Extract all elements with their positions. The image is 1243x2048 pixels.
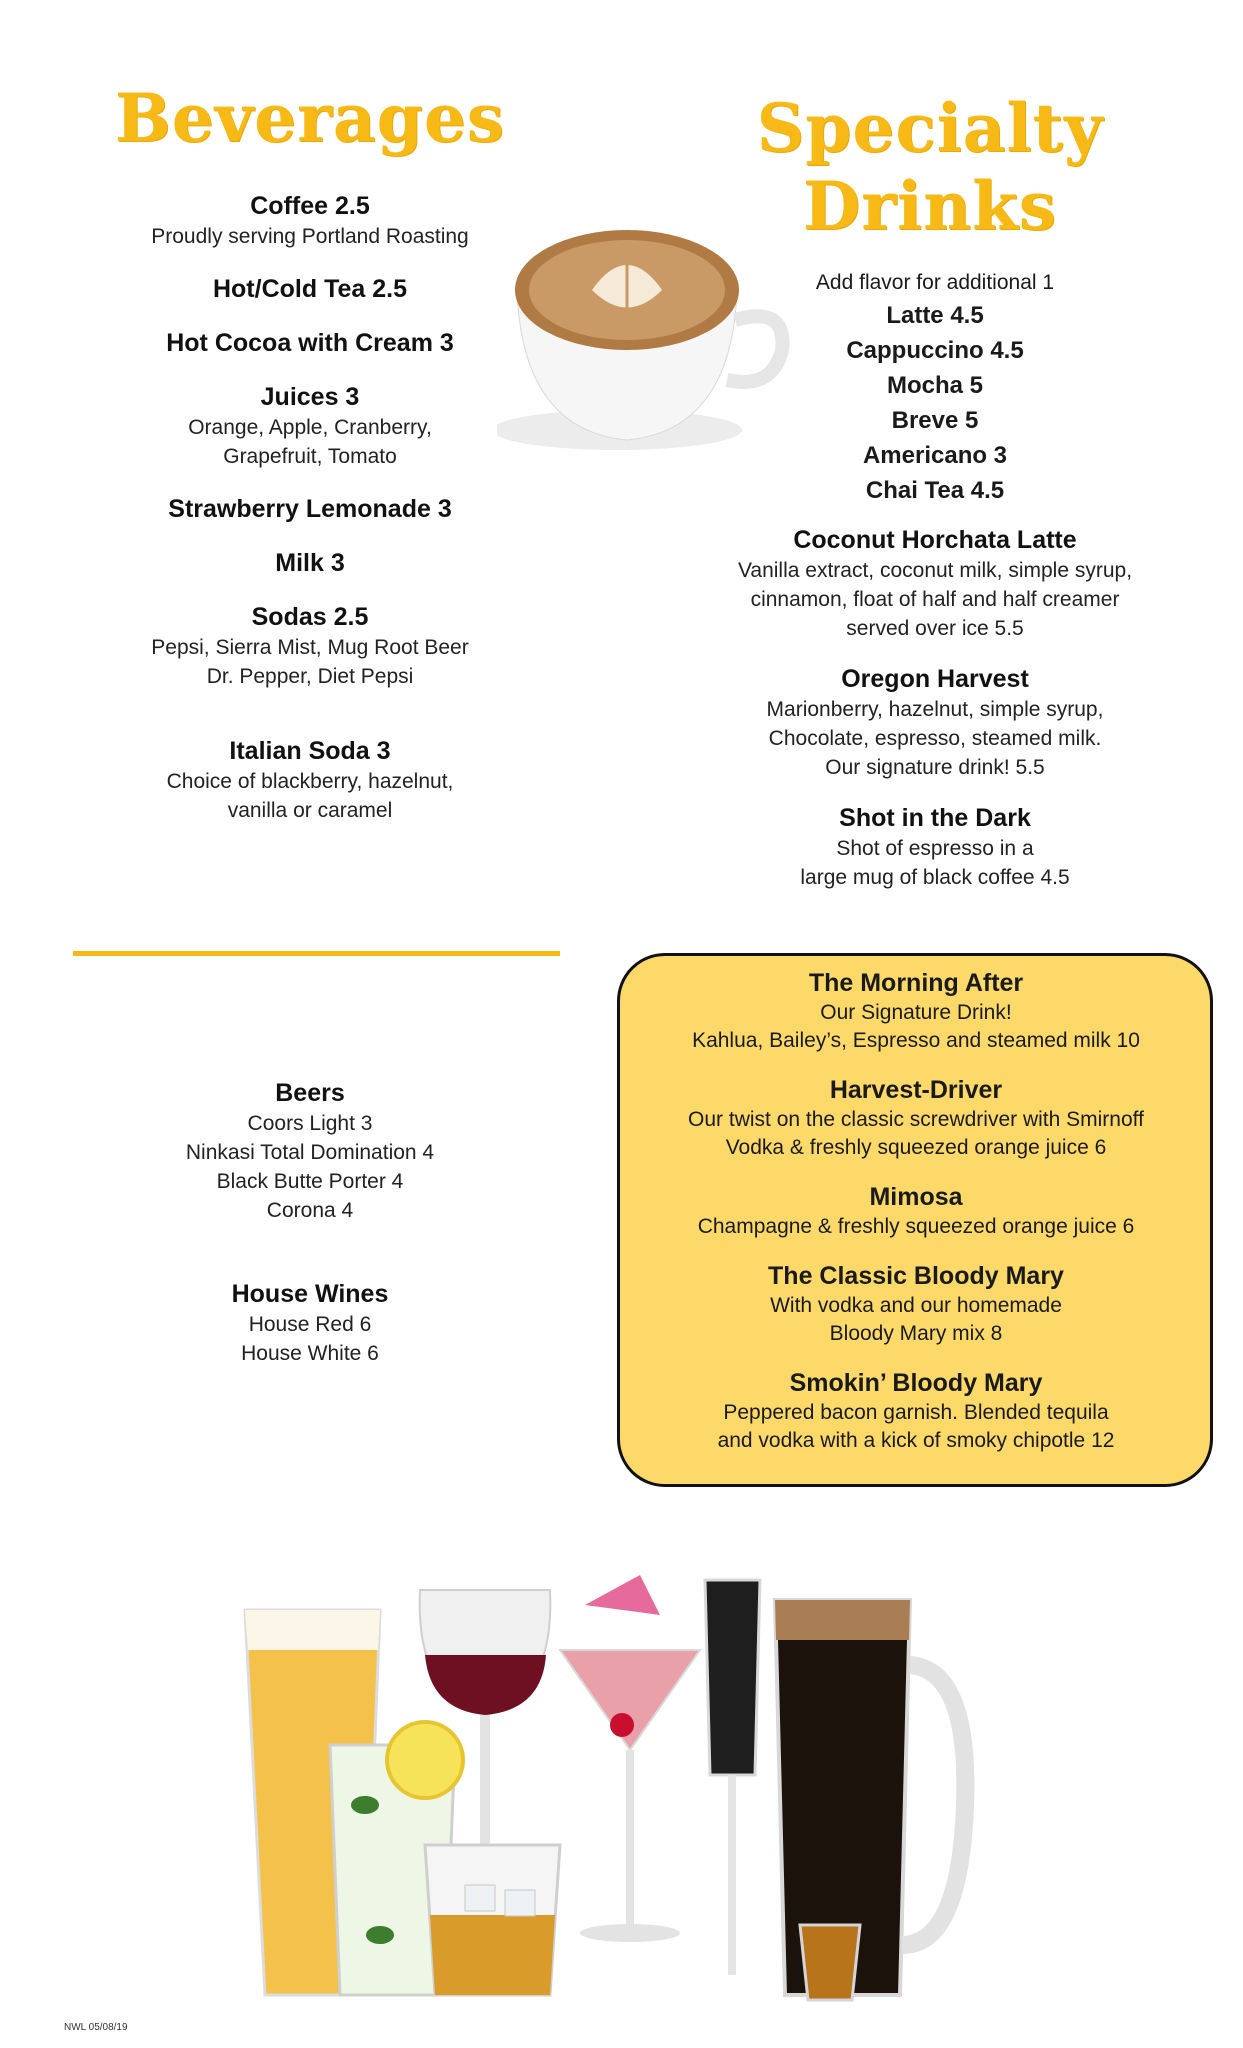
item-description: large mug of black coffee 4.5 bbox=[800, 866, 1070, 889]
list-item bbox=[85, 381, 535, 471]
item-name: Shot in the Dark bbox=[839, 804, 1031, 832]
assorted-drinks-image bbox=[230, 1555, 1030, 2015]
beers-heading: Beers bbox=[275, 1079, 345, 1107]
section-divider bbox=[73, 951, 560, 956]
item-name: The Morning After bbox=[808, 969, 1024, 997]
item-description: Bloody Mary mix 8 bbox=[829, 1322, 1003, 1345]
item-name: Hot Cocoa with Cream 3 bbox=[166, 329, 454, 357]
item-description: Vodka & freshly squeezed orange juice 6 bbox=[725, 1136, 1107, 1159]
list-item bbox=[655, 802, 1215, 892]
espresso-item: Americano 3 bbox=[862, 442, 1008, 469]
item-name: Harvest-Driver bbox=[829, 1076, 1003, 1104]
item-description: With vodka and our homemade bbox=[770, 1294, 1062, 1317]
item-description: and vodka with a kick of smoky chipotle 12 bbox=[717, 1429, 1115, 1452]
cocktail-list bbox=[640, 968, 1192, 1455]
item-description: Choice of blackberry, hazelnut, bbox=[166, 770, 454, 793]
espresso-item: Cappuccino 4.5 bbox=[846, 337, 1024, 364]
list-item bbox=[85, 190, 535, 251]
item-description: Our Signature Drink! bbox=[820, 1001, 1012, 1024]
espresso-item: Latte 4.5 bbox=[886, 302, 984, 329]
item-description: Vanilla extract, coconut milk, simple syrup, bbox=[737, 559, 1133, 582]
item-name: Coconut Horchata Latte bbox=[793, 526, 1077, 554]
item-name: Coffee 2.5 bbox=[250, 192, 370, 220]
item-name: Hot/Cold Tea 2.5 bbox=[212, 275, 407, 303]
list-item bbox=[655, 524, 1215, 643]
item-description: Pepsi, Sierra Mist, Mug Root Beer bbox=[151, 636, 469, 659]
list-item bbox=[85, 547, 535, 579]
item-name: Sodas 2.5 bbox=[251, 603, 369, 631]
item-description: Kahlua, Bailey’s, Espresso and steamed milk 10 bbox=[692, 1029, 1140, 1052]
footer-code: NWL 05/08/19 bbox=[64, 2022, 128, 2033]
item-name: Strawberry Lemonade 3 bbox=[168, 495, 452, 523]
item-description: Our signature drink! 5.5 bbox=[825, 756, 1045, 779]
item-description: Chocolate, espresso, steamed milk. bbox=[768, 727, 1102, 750]
list-item bbox=[655, 663, 1215, 782]
beverages-list bbox=[85, 190, 535, 825]
beer-item: Coors Light 3 bbox=[247, 1112, 373, 1135]
espresso-item: Breve 5 bbox=[891, 407, 979, 434]
item-description: vanilla or caramel bbox=[227, 799, 393, 822]
specialty-list bbox=[655, 268, 1215, 892]
item-description: Proudly serving Portland Roasting bbox=[151, 225, 469, 248]
item-description: cinnamon, float of half and half creamer bbox=[750, 588, 1120, 611]
list-item bbox=[85, 273, 535, 305]
item-description: Grapefruit, Tomato bbox=[223, 445, 397, 468]
beer-wine-list bbox=[85, 1077, 535, 1368]
espresso-item: Mocha 5 bbox=[886, 372, 984, 399]
wine-item: House White 6 bbox=[241, 1342, 379, 1365]
item-description: served over ice 5.5 bbox=[846, 617, 1024, 640]
item-name: The Classic Bloody Mary bbox=[768, 1262, 1064, 1290]
espresso-item: Chai Tea 4.5 bbox=[865, 477, 1005, 504]
list-item bbox=[85, 327, 535, 359]
beer-item: Ninkasi Total Domination 4 bbox=[185, 1141, 435, 1164]
item-name: Mimosa bbox=[869, 1183, 963, 1211]
item-name: Oregon Harvest bbox=[841, 665, 1029, 693]
item-description: Orange, Apple, Cranberry, bbox=[188, 416, 432, 439]
item-description: Peppered bacon garnish. Blended tequila bbox=[723, 1401, 1109, 1424]
specialty-title-line1: Specialty bbox=[756, 89, 1104, 167]
item-description: Dr. Pepper, Diet Pepsi bbox=[206, 665, 414, 688]
list-item bbox=[85, 601, 535, 691]
list-item bbox=[640, 1075, 1192, 1162]
list-item bbox=[640, 1261, 1192, 1348]
wine-item: House Red 6 bbox=[248, 1313, 372, 1336]
item-description: Our twist on the classic screwdriver with Smirnoff bbox=[688, 1108, 1144, 1131]
beer-item: Corona 4 bbox=[266, 1199, 354, 1222]
list-item bbox=[640, 1368, 1192, 1455]
item-name: Milk 3 bbox=[275, 549, 345, 577]
list-item bbox=[85, 735, 535, 825]
item-description: Marionberry, hazelnut, simple syrup, bbox=[766, 698, 1104, 721]
item-description: Shot of espresso in a bbox=[836, 837, 1034, 860]
list-item bbox=[85, 493, 535, 525]
list-item bbox=[640, 1182, 1192, 1241]
flavor-note: Add flavor for additional 1 bbox=[815, 271, 1055, 294]
specialty-title-line2: Drinks bbox=[803, 167, 1057, 245]
beer-item: Black Butte Porter 4 bbox=[216, 1170, 404, 1193]
item-name: Juices 3 bbox=[260, 383, 360, 411]
wines-heading: House Wines bbox=[231, 1280, 389, 1308]
item-name: Italian Soda 3 bbox=[229, 737, 391, 765]
item-name: Smokin’ Bloody Mary bbox=[789, 1369, 1043, 1397]
item-description: Champagne & freshly squeezed orange juice 6 bbox=[697, 1215, 1135, 1238]
beverages-title: Beverages bbox=[115, 79, 505, 157]
list-item bbox=[640, 968, 1192, 1055]
